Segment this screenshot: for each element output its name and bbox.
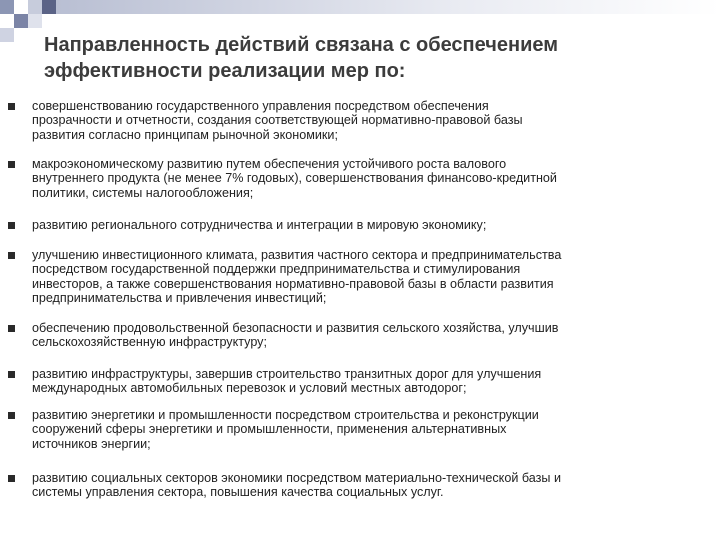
bullet-square-icon <box>8 412 15 419</box>
bullet-square-icon <box>8 475 15 482</box>
list-item-text: развитию инфраструктуры, завершив строительство транзитных дорог для улучшения международных автомобильных перевозок и условий местных автодорог; <box>32 367 542 396</box>
bullet-square-icon <box>8 222 15 229</box>
bullet-square-icon <box>8 325 15 332</box>
decor-square <box>0 28 14 42</box>
decor-square <box>0 0 14 14</box>
bullet-square-icon <box>8 371 15 378</box>
decor-square <box>28 14 42 28</box>
list-item-text: макроэкономическому развитию путем обеспечения устойчивого роста валового внутреннего продукта (не менее 7% годовых), совершенствования финансово-кредитной политики, системы налогообложения; <box>32 157 557 200</box>
bullet-square-icon <box>8 161 15 168</box>
decor-square <box>14 0 28 14</box>
slide-title: Направленность действий связана с обеспечением эффективности реализации мер по: <box>44 34 559 82</box>
decor-square <box>0 14 14 28</box>
decor-top-band <box>56 0 720 14</box>
list-item-text: развитию социальных секторов экономики посредством материально-технической базы и системы управления сектора, повышения качества социальных услуг. <box>32 471 562 500</box>
list-item-text: развитию регионального сотрудничества и интеграции в мировую экономику; <box>32 218 487 232</box>
decor-square <box>42 0 56 14</box>
list-item-text: совершенствованию государственного управления посредством обеспечения прозрачности и отчетности, создания соответствующей нормативно-правовой базы развития согласно принципам рыночной экономики; <box>32 99 523 142</box>
bullet-square-icon <box>8 252 15 259</box>
decor-square <box>14 14 28 28</box>
list-item-text: обеспечению продовольственной безопасности и развития сельского хозяйства, улучшив сельскохозяйственную инфраструктуру; <box>32 321 559 350</box>
list-item-text: улучшению инвестиционного климата, развития частного сектора и предпринимательства посредством государственной поддержки предпринимательства и стимулирования инвесторов, а также совершенствования нормативно-правовой базы в области развития предпринимательства и привлечения инвестиций; <box>32 248 562 305</box>
decor-square <box>28 0 42 14</box>
list-item-text: развитию энергетики и промышленности посредством строительства и реконструкции сооружений сферы энергетики и промышленности, применения альтернативных источников энергии; <box>32 408 539 451</box>
bullet-square-icon <box>8 103 15 110</box>
